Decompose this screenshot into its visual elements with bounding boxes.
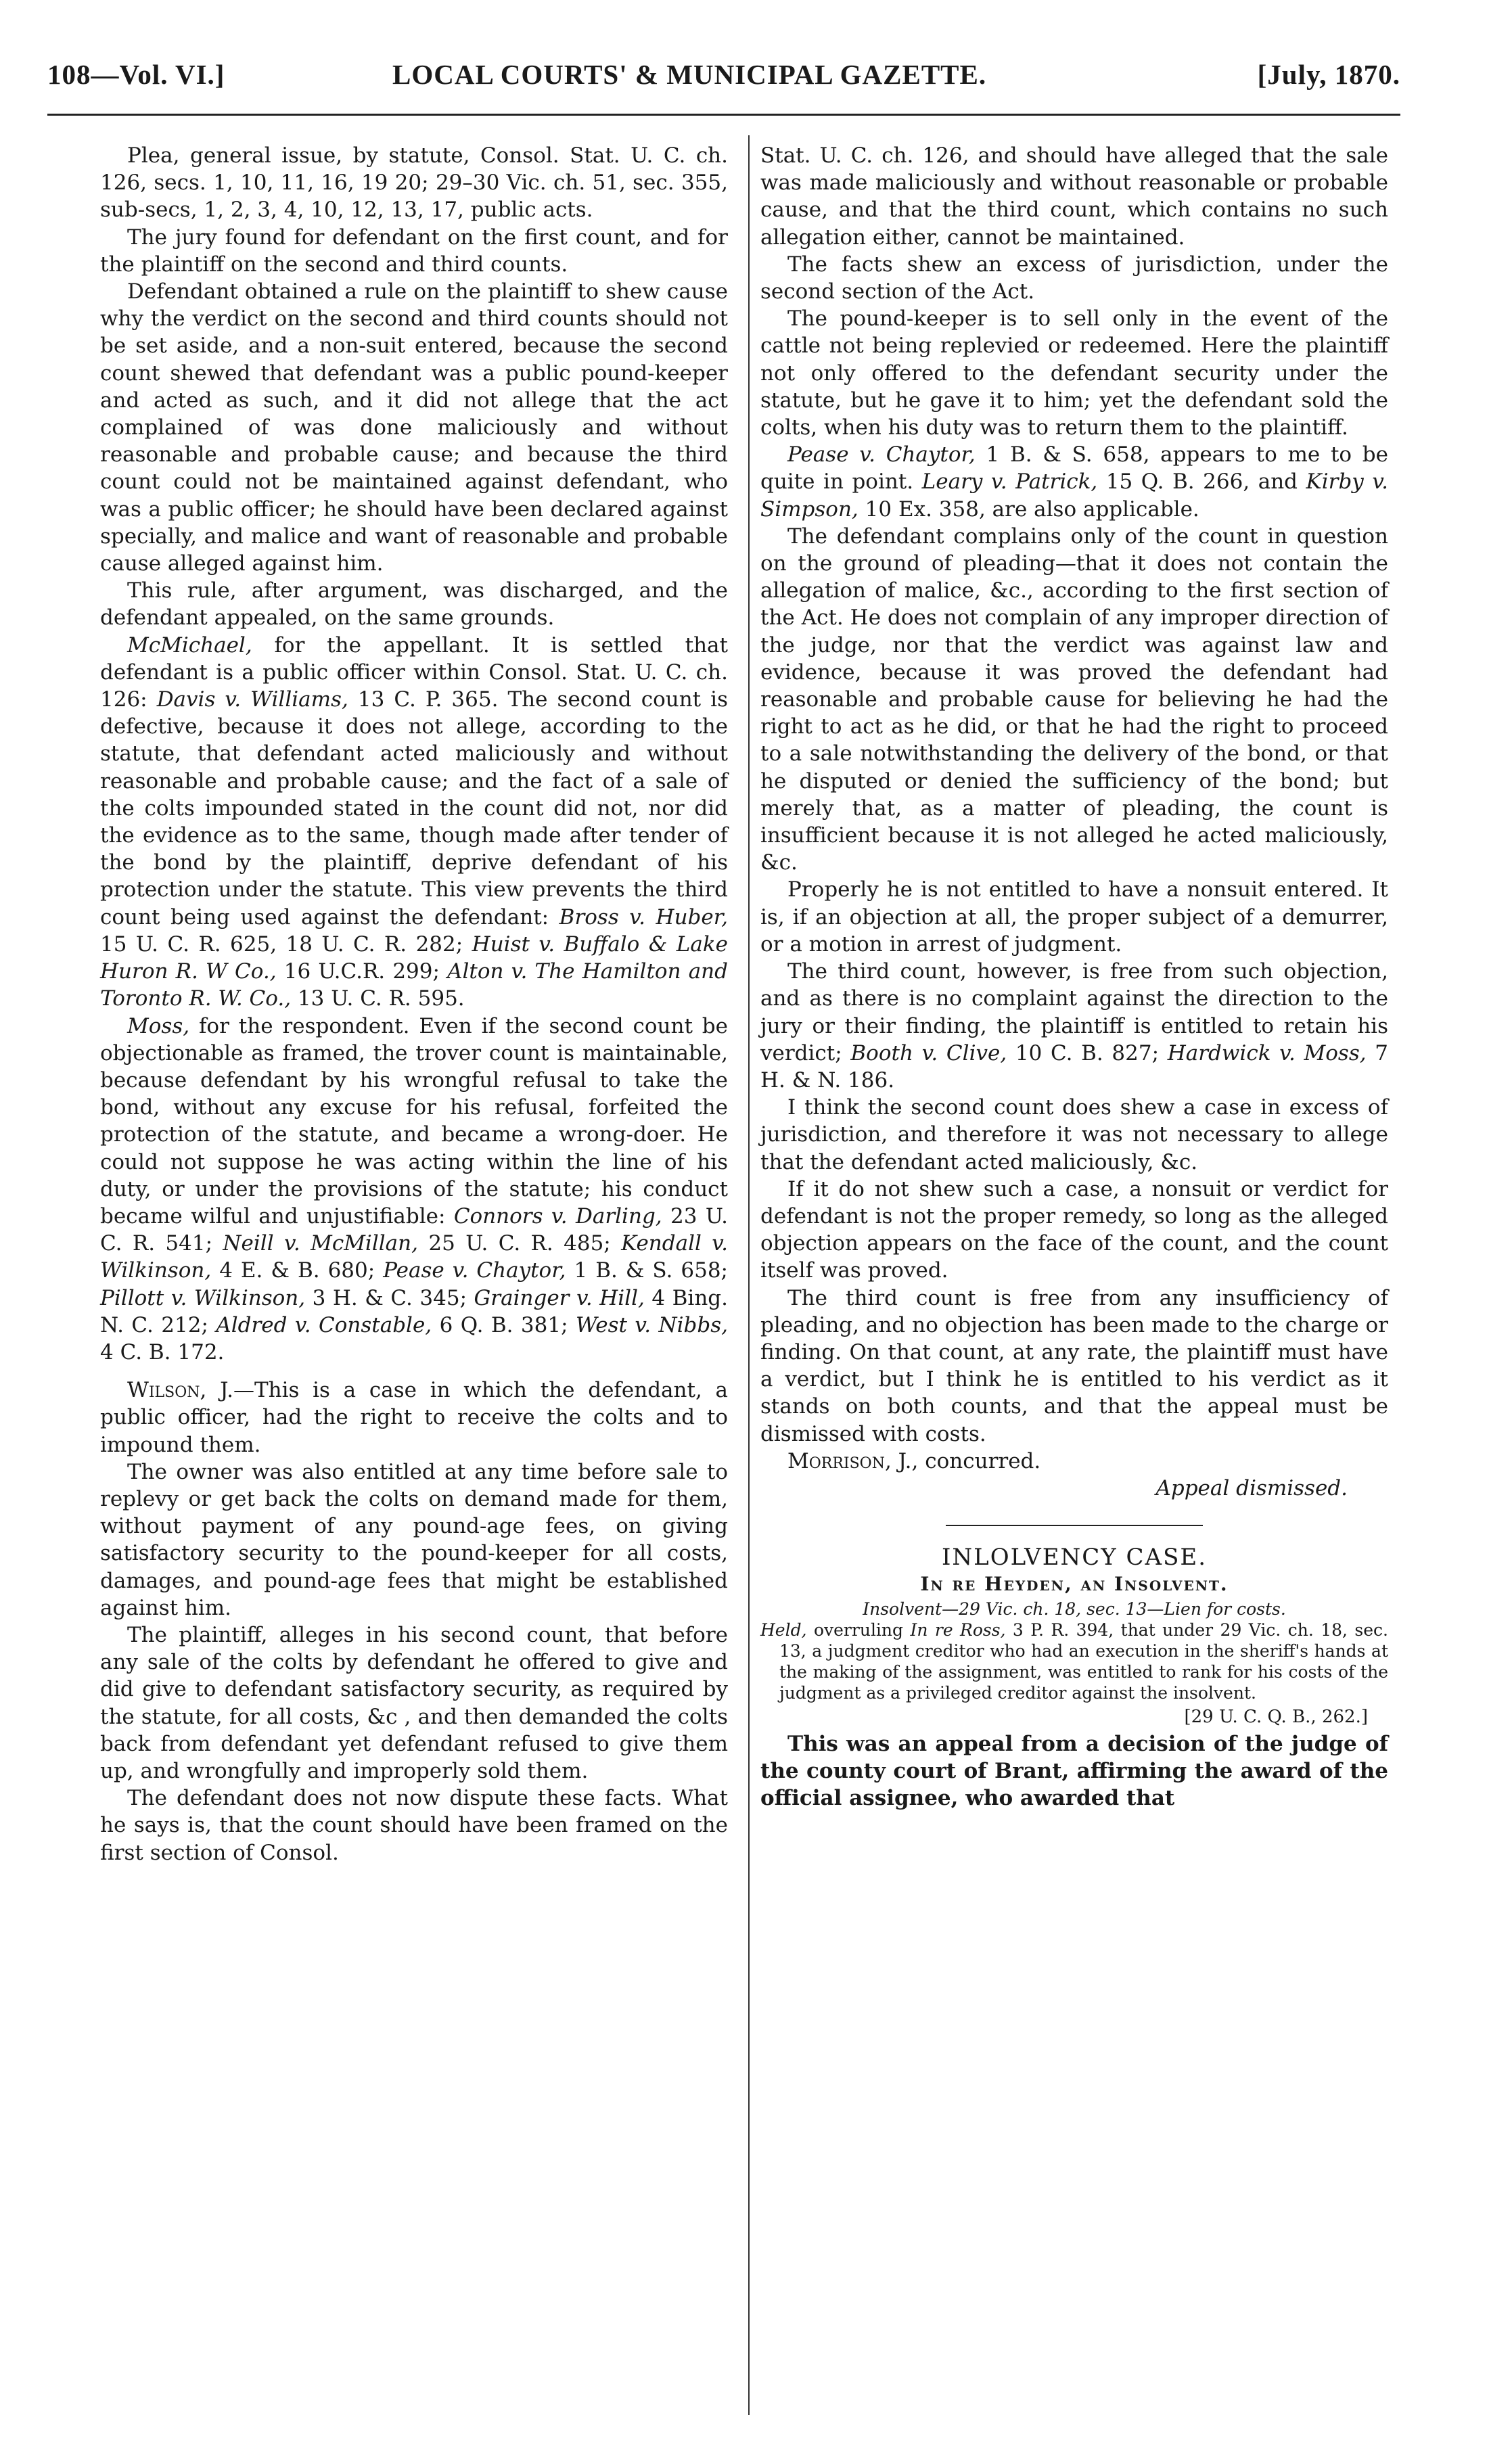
report-citation: [29 U. C. Q. B., 262.]: [1184, 1706, 1368, 1727]
case-citation: Hardwick v. Moss,: [1167, 1040, 1367, 1065]
judge-name: Morrison, J.: [787, 1448, 912, 1473]
held-summary: [760, 1619, 1388, 1703]
text-run: , concurred.: [911, 1448, 1041, 1473]
paragraph: [760, 441, 1388, 523]
section-title: INLOLVENCY CASE.: [941, 1544, 1208, 1571]
case-title: In re Heyden, an Insolvent.: [920, 1573, 1229, 1596]
text-run: 1 B. & S. 658;: [566, 1258, 729, 1283]
case-citation: Leary v. Patrick,: [921, 469, 1098, 495]
concurrence: [760, 1448, 1388, 1475]
text-run: for the respondent. Even if the second count be objectionable as framed, the trover count is maintainable, because defendant by his wrongful refusal to take the bond, without any excuse for his refusal, forfeited the protection of the statute, and became a wrong-doer. He could not suppose he was acting within the line of his duty, or under the provisions of the statute; his conduct became wilful and unjustifiable:: [100, 1013, 728, 1228]
case-citation: Pillott v. Wilkinson,: [100, 1285, 306, 1310]
case-citation: Booth v. Clive,: [850, 1040, 1007, 1065]
case-citation: Bross v. Huber,: [559, 904, 728, 929]
left-column: [100, 142, 728, 1866]
header-rule: [47, 114, 1400, 116]
text-run: 13 U. C. R. 595.: [291, 986, 465, 1011]
right-column: [760, 142, 1388, 1812]
text-run: 25 U. C. R. 485;: [417, 1231, 622, 1256]
case-citation: Aldred v. Constable,: [216, 1312, 432, 1337]
case-citation: Connors v. Darling,: [453, 1203, 662, 1228]
text-run: 13 C. P. 365. The second count is defective, because it does not allege, according to the statute, that defendant acted maliciously and without reasonable and probable cause; and the fact of a sale of the colts impounded stated in the count did not, nor did the evidence as to the same, though made after tender of the bond by the plaintiff, deprive defendant of his protection under the statute. This view prevents the third count being used against the defendant:: [100, 687, 729, 929]
counsel-name: Moss,: [127, 1013, 190, 1038]
paragraph: This rule, after argument, was discharged, and the defendant appealed, on the same grounds.: [100, 578, 728, 630]
text-run: 3 P. R. 394, that under 29 Vic. ch. 18, sec. 13, a judgment creditor who had an execution in the sheriff's hands at the making of the assignment, was entitled to rank for his costs of the judgment as a privileged creditor against the insolvent.: [779, 1619, 1388, 1703]
paragraph: This was an appeal from a decision of the judge of the county court of Brant, affirming the award of the official assignee, who awarded that: [760, 1731, 1388, 1811]
case-citation: Davis v. Williams,: [156, 687, 348, 712]
paragraph: If it do not shew such a case, a nonsuit or verdict for defendant is not the proper remedy, so long as the alleged objection appears on the face of the count, and the count itself was proved.: [760, 1176, 1388, 1283]
text-run: —This is a case in which the defendant, a public officer, had the right to receive the colts and to impound them.: [100, 1378, 728, 1457]
text-run: for the appellant. It is settled that defendant is a public officer within Consol. Stat. U. C. ch. 126:: [100, 633, 728, 712]
case-citation: Kendall v. Wilkinson,: [100, 1231, 728, 1283]
paragraph: The owner was also entitled at any time before sale to replevy or get back the colts on demand made for them, without payment of any pound-age fees, on giving satisfactory security to the pound-keeper for all costs, damages, and pound-age fees that might be established against him.: [100, 1459, 728, 1620]
paragraph: Defendant obtained a rule on the plaintiff to shew cause why the verdict on the second and third counts should not be set aside, and a non-suit entered, because the second count shewed that defendant was a public pound-keeper and acted as such, and it did not allege that the act complained of was done maliciously and without reasonable and probable cause; and because the third count could not be maintained against defendant, who was a public officer; he should have been declared against specially, and malice and want of reasonable and probable cause alleged against him.: [100, 279, 728, 576]
case-citation: In re Ross,: [910, 1619, 1006, 1640]
running-header: [47, 58, 1400, 99]
paragraph: The facts shew an excess of jurisdiction, under the second section of the Act.: [760, 252, 1388, 304]
paragraph: The defendant complains only of the count in question on the ground of pleading—that it does not contain the allegation of malice, &c., according to the first section of the Act. He does not complain of any improper direction of the judge, nor that the verdict was against law and evidence, because it was proved the defendant had reasonable and probable cause for believing he had the right to act as he did, or that he had the right to proceed to a sale notwithstanding the delivery of the bond, or that he disputed or denied the sufficiency of the bond; but merely that, as a matter of pleading, the count is insufficient because it is not alleged he acted maliciously, &c.: [760, 524, 1388, 875]
paragraph: The plaintiff, alleges in his second count, that before any sale of the colts by defendant he offered to give and did give to defendant satisfactory security, as required by the statute, for all costs, &c , and then demanded the colts back from defendant yet defendant refused to give them up, and wrongfully and improperly sold them.: [100, 1622, 728, 1783]
counsel-name: McMichael,: [127, 633, 252, 658]
text-run: 15 U. C. R. 625, 18 U. C. R. 282;: [100, 932, 472, 957]
paragraph: The defendant does not now dispute these facts. What he says is, that the count should have been framed on the first section of Consol.: [100, 1786, 728, 1865]
section-rule: [946, 1525, 1203, 1526]
argument-respondent: [100, 1013, 728, 1366]
paragraph: The pound-keeper is to sell only in the event of the cattle not being replevied or redeemed. Here the plaintiff not only offered to the defendant security under the statute, but he gave it to him; yet the defendant sold the colts, when his duty was to return them to the plaintiff.: [760, 306, 1388, 440]
text-run: 10 C. B. 827;: [1007, 1040, 1168, 1065]
text-run: 15 Q. B. 266, and: [1097, 469, 1306, 495]
text-run: 6 Q. B. 381;: [432, 1312, 576, 1337]
paragraph: Properly he is not entitled to have a nonsuit entered. It is, if an objection at all, the proper subject of a demurrer, or a motion in arrest of judgment.: [760, 877, 1388, 957]
text-run: 1 B. & S. 658, appears to me to be quite in point.: [760, 442, 1388, 495]
paragraph: The jury found for defendant on the first count, and for the plaintiff on the second and third counts.: [100, 225, 728, 277]
text-run: 4 Bing. N. C. 212;: [100, 1285, 729, 1337]
text-run: The third count, however, is free from such objection, and as there is no complaint against the direction to the jury or their finding, the plaintiff is entitled to retain his verdict;: [760, 959, 1388, 1065]
case-citation: Neill v. McMillan,: [223, 1231, 418, 1256]
held-label: Held,: [760, 1619, 807, 1640]
paragraph: Plea, general issue, by statute, Consol. Stat. U. C. ch. 126, secs. 1, 10, 11, 16, 19 20; 29–30 Vic. ch. 51, sec. 355, sub-secs, 1, 2, 3, 4, 10, 12, 13, 17, public acts.: [100, 143, 728, 223]
paragraph: The third count is free from any insufficiency of pleading, and no objection has been made to the charge or finding. On that count, at any rate, the plaintiff must have a verdict, but I think he is entitled to his verdict as it stands on both counts, and that the appeal must be dismissed with costs.: [760, 1285, 1388, 1446]
text-run: 3 H. & C. 345;: [305, 1285, 474, 1310]
judgment-opening: [100, 1377, 728, 1458]
text-run: 4 C. B. 172.: [100, 1339, 225, 1364]
case-citation: Pease v. Chaytor,: [383, 1258, 566, 1283]
case-citation: West v. Nibbs,: [575, 1312, 729, 1337]
case-citation: Pease v. Chaytor,: [787, 442, 976, 467]
paragraph: [760, 958, 1388, 1094]
case-citation: Grainger v. Hill,: [474, 1285, 645, 1310]
case-citation: Alton v. The Hamilton and Toronto R. W. Co.,: [100, 959, 728, 1011]
text-run: 16 U.C.R. 299;: [276, 959, 448, 984]
paragraph: Stat. U. C. ch. 126, and should have alleged that the sale was made maliciously and without reasonable or probable cause, and that the third count, which contains no such allegation either, cannot be maintained.: [760, 143, 1388, 250]
case-citation: Huist v. Buffalo & Lake Huron R. W Co.,: [100, 932, 728, 984]
text-run: 4 E. & B. 680;: [211, 1258, 384, 1283]
argument-appellant: [100, 632, 728, 1013]
page-volume: 108—Vol. VI.]: [47, 59, 225, 90]
journal-title: LOCAL COURTS' & MUNICIPAL GAZETTE.: [392, 59, 987, 90]
issue-date: [July, 1870.: [1257, 59, 1400, 90]
text-run: 10 Ex. 358, are also applicable.: [858, 497, 1199, 522]
judge-name: Wilson, J.: [127, 1378, 233, 1403]
paragraph: I think the second count does shew a case in excess of jurisdiction, and therefore it was not necessary to allege that the defendant acted maliciously, &c.: [760, 1095, 1388, 1174]
column-divider: [748, 135, 750, 2415]
headnote: Insolvent—29 Vic. ch. 18, sec. 13—Lien for costs.: [863, 1599, 1286, 1619]
text-run: overruling: [806, 1619, 911, 1640]
text-run: 23 U. C. R. 541;: [100, 1203, 728, 1256]
case-citation: Kirby v. Simpson,: [760, 469, 1389, 522]
disposition: Appeal dismissed.: [1155, 1475, 1348, 1500]
text-run: 7 H. & N. 186.: [760, 1040, 1389, 1093]
